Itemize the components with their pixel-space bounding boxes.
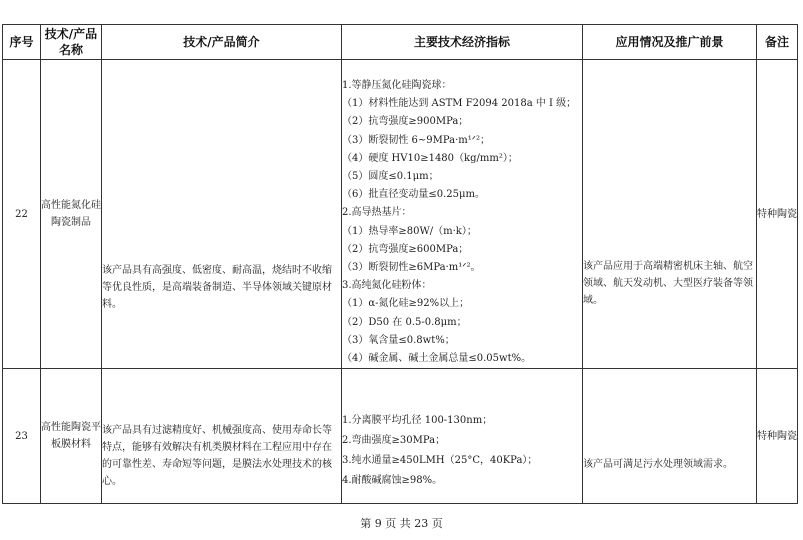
technology-table [2,24,798,504]
specs-list [342,77,582,368]
spec-item: （5）圆度≤0.1μm； [342,171,439,183]
product-name: 高性能氮化硅陶瓷制品 [41,60,102,369]
spec-item: （3）氧含量≤0.8wt%； [342,334,455,346]
spec-item: （4）碱金属、碱土金属总量≤0.05wt%。 [342,353,532,365]
header-remark: 备注 [757,25,798,60]
spec-item: 1.分离膜平均孔径 100-130nm； [342,415,493,427]
specs-cell [342,369,583,504]
spec-item: （3）断裂韧性≥6MPa·m¹ᐟ²。 [342,262,481,274]
spec-item: 2.高导热基片： [342,207,412,219]
remark: 特种陶瓷 [757,60,798,369]
remark: 特种陶瓷 [757,369,798,504]
spec-item: （1）热导率≥80W/（m·k）； [342,225,477,237]
application-cell [583,369,757,504]
header-intro: 技术/产品简介 [102,25,342,60]
spec-item: （3）断裂韧性 6~9MPa·m¹ᐟ²； [342,134,491,146]
header-specs: 主要技术经济指标 [342,25,583,60]
header-application: 应用情况及推广前景 [583,25,757,60]
table-header-row [3,25,798,60]
spec-item: （2）D50 在 0.5-0.8μm； [342,316,467,328]
row-number: 23 [3,369,41,504]
application-text: 该产品可满足污水处理领域需求。 [583,459,733,471]
product-intro: 该产品具有高强度、低密度、耐高温，烧结时不收缩等优良性质，是高端装备制造、半导体领域关键原材料。 [102,265,332,311]
application-cell [583,60,757,369]
page-number: 第 9 页 共 23 页 [360,517,443,530]
specs-list [342,411,582,491]
header-no: 序号 [3,25,41,60]
spec-item: （2）抗弯强度≥900MPa； [342,116,469,128]
spec-item: 1.等静压氮化硅陶瓷球： [342,80,452,91]
spec-item: 3.纯水通量≥450LMH（25°C，40KPa）； [342,455,538,467]
product-name: 高性能陶瓷平板膜材料 [41,369,102,504]
spec-item: （1）材料性能达到 ASTM F2094 2018a 中 I 级； [342,98,577,110]
spec-item: （6）批直径变动量≤0.25μm。 [342,189,485,201]
row-number: 22 [3,60,41,369]
specs-cell [342,60,583,369]
header-name: 技术/产品名称 [41,25,102,60]
spec-item: （4）硬度 HV10≥1480（kg/mm²）； [342,152,518,164]
table-row [3,60,798,369]
product-intro: 该产品具有过滤精度好、机械强度高、使用寿命长等特点，能够有效解决有机类膜材料在工程应用中存在的可靠性差、寿命短等问题，是膜法水处理技术的核心。 [102,425,332,488]
spec-item: 3.高纯氮化硅粉体： [342,280,432,292]
product-intro-cell [102,369,342,504]
spec-item: 4.耐酸碱腐蚀≥98%。 [342,475,443,487]
spec-item: （1）α-氮化硅≥92%以上； [342,298,470,310]
product-intro-cell [102,60,342,369]
table-row [3,369,798,504]
spec-item: 2.弯曲强度≥30MPa； [342,435,446,447]
application-text: 该产品应用于高端精密机床主轴、航空领域、航天发动机、大型医疗装备等领域。 [583,261,753,307]
spec-item: （2）抗弯强度≥600MPa； [342,243,469,255]
